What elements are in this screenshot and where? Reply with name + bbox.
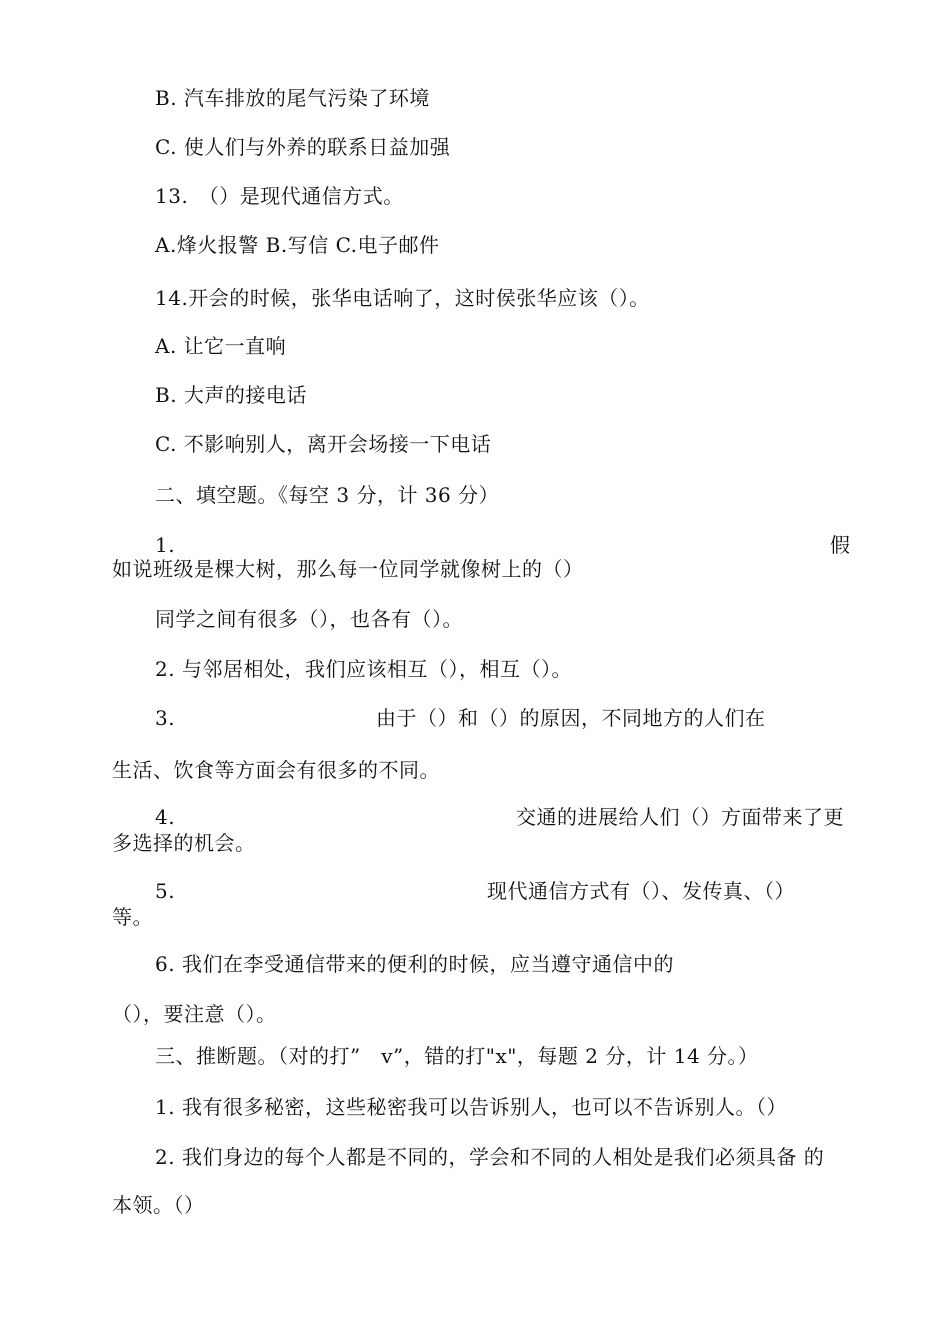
fill-5-number: 5. <box>155 879 176 903</box>
option-c-contact: C. 使人们与外养的联系日益加强 <box>155 135 451 159</box>
fill-4-text: 交通的进展给人们（）方面带来了更 <box>516 805 844 829</box>
fill-3-text: 由于（）和（）的原因，不同地方的人们在 <box>376 706 766 730</box>
fill-4-continued: 多选择的机会。 <box>112 831 256 855</box>
option-a-ring: A. 让它一直响 <box>155 334 287 358</box>
fill-3-continued: 生活、饮食等方面会有很多的不同。 <box>112 758 440 782</box>
option-b-loud: B. 大声的接电话 <box>155 383 307 407</box>
question-14: 14.开会的时候，张华电话响了，这时侯张华应该（）。 <box>155 286 650 310</box>
question-13: 13. （）是现代通信方式。 <box>155 184 404 208</box>
fill-4-number: 4. <box>155 805 176 829</box>
judge-1: 1. 我有很多秘密，这些秘密我可以告诉别人，也可以不告诉别人。（） <box>155 1095 787 1119</box>
fill-6: 6. 我们在李受通信带来的便利的时候，应当遵守通信中的 <box>155 952 674 976</box>
fill-1-number: 1. <box>155 533 176 557</box>
fill-5-text: 现代通信方式有（）、发传真、（） <box>487 879 795 903</box>
section-judge-heading: 三、推断题。（对的打” v”，错的打"x"，每题 2 分，计 14 分。） <box>155 1044 759 1068</box>
judge-2: 2. 我们身边的每个人都是不同的，学会和不同的人相处是我们必须具备 的 <box>155 1145 825 1169</box>
fill-1-continued: 同学之间有很多（），也各有（）。 <box>155 607 463 631</box>
fill-1-lead-char: 假 <box>830 533 851 557</box>
judge-2-continued: 本领。（） <box>112 1193 205 1217</box>
fill-6-continued: （），要注意（）。 <box>112 1002 277 1026</box>
fill-2: 2. 与邻居相处，我们应该相互（），相互（）。 <box>155 657 572 681</box>
question-13-options: A.烽火报警 B.写信 C.电子邮件 <box>155 233 440 257</box>
option-b-exhaust: B. 汽车排放的尾气污染了环境 <box>155 86 430 110</box>
fill-3-number: 3. <box>155 706 176 730</box>
fill-1-text: 如说班级是棵大树，那么每一位同学就像树上的（） <box>112 557 584 581</box>
option-c-leave: C. 不影响别人，离开会场接一下电话 <box>155 432 492 456</box>
section-fill-blank-heading: 二、填空题。《每空 3 分，计 36 分） <box>155 483 500 507</box>
fill-5-continued: 等。 <box>112 905 153 929</box>
